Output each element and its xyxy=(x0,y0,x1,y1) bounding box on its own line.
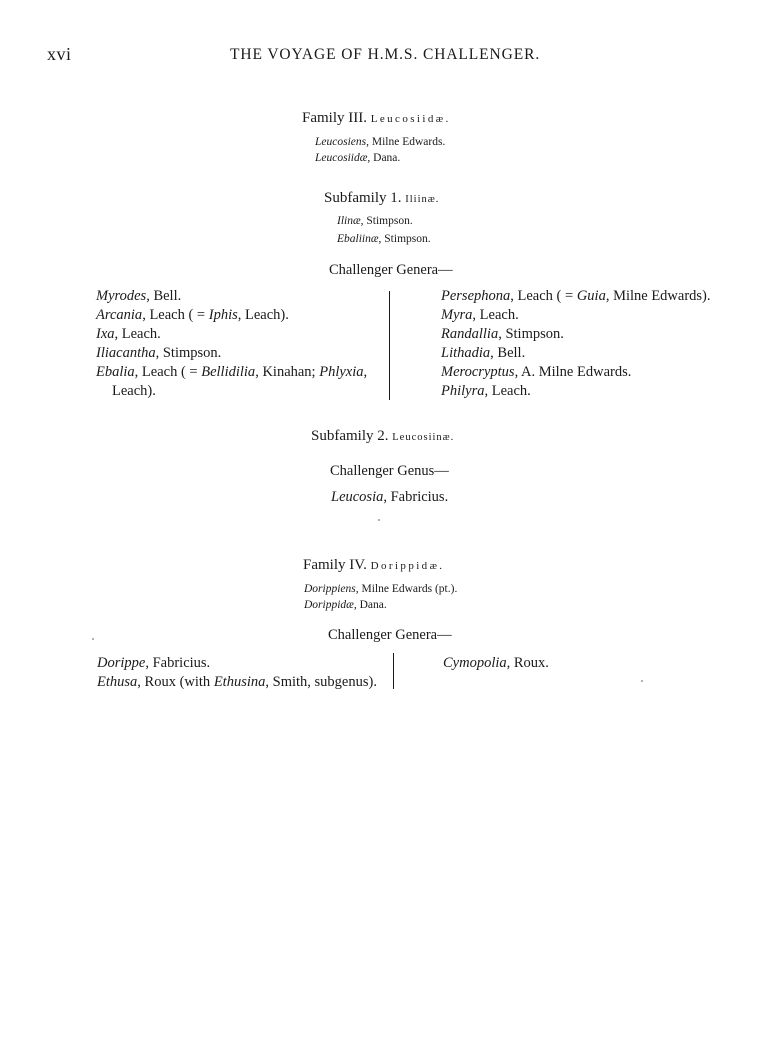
synonym-genus: Dorippiens xyxy=(304,583,356,595)
speck xyxy=(92,638,94,640)
genus-name: Iliacantha xyxy=(96,345,156,361)
genus-author: , Leach. xyxy=(114,326,161,342)
genera-heading: Challenger Genera— xyxy=(329,262,453,278)
family-name: Dorippidæ. xyxy=(370,560,445,572)
synonym-genus: Iphis xyxy=(208,307,238,323)
genus-entry xyxy=(96,363,367,382)
synonym-genus: Leucosiidæ xyxy=(315,152,368,164)
genus-entry xyxy=(97,654,377,673)
genus-entry xyxy=(441,382,711,401)
genus-name: Dorippe xyxy=(97,655,146,671)
subfamily-prefix: Subfamily 1. xyxy=(324,190,406,206)
genus-author: , Bell. xyxy=(490,345,526,361)
subfamily-heading xyxy=(311,428,454,445)
genus-author: , Bell. xyxy=(146,288,182,304)
synonym-genus: Dorippidæ xyxy=(304,599,354,611)
genus-name: Cymopolia xyxy=(443,655,507,671)
column-divider xyxy=(389,291,390,400)
genus-entry xyxy=(97,673,377,692)
genus-entry-continuation: Leach). xyxy=(112,383,156,399)
genus-author: , Leach. xyxy=(472,307,519,323)
family-prefix: Family III. xyxy=(302,110,371,126)
synonym-genus: Guia xyxy=(576,288,606,304)
speck xyxy=(641,680,643,682)
genus-name: Ethusa xyxy=(97,674,138,690)
speck xyxy=(378,519,380,521)
family-prefix: Family IV. xyxy=(303,557,371,573)
subfamily-name: Iliinæ. xyxy=(405,194,440,205)
genus-name: Leucosia xyxy=(331,489,384,505)
genus-author: , Stimpson. xyxy=(155,345,222,361)
page-number: xvi xyxy=(47,44,72,64)
genus-name: Arcania xyxy=(96,307,143,323)
genus-author: , xyxy=(363,364,368,380)
genus-author: , Smith, subgenus). xyxy=(265,674,377,690)
synonym-author: , Stimpson. xyxy=(360,215,413,227)
genus-name: Persephona xyxy=(441,288,511,304)
subfamily-prefix: Subfamily 2. xyxy=(311,428,393,444)
genus-entry xyxy=(441,325,711,344)
synonym-author: , Milne Edwards (pt.). xyxy=(355,583,458,595)
genus-author: , Kinahan; xyxy=(255,364,320,380)
genera-left-column xyxy=(97,654,377,692)
synonym-line xyxy=(337,212,413,230)
genus-author: , Fabricius. xyxy=(145,655,211,671)
genus-name: Lithadia xyxy=(441,345,491,361)
genus-author: , Leach ( = xyxy=(142,307,209,323)
synonym-genus: Ethusina xyxy=(213,674,266,690)
family-heading xyxy=(302,110,451,127)
genus-name: Philyra xyxy=(441,383,485,399)
genus-entry xyxy=(96,344,367,363)
genus-entry xyxy=(331,488,448,507)
synonym-line xyxy=(304,596,387,614)
genus-author: , Leach ( = xyxy=(510,288,577,304)
subfamily-heading xyxy=(324,190,439,207)
synonym-author: , Stimpson. xyxy=(378,233,431,245)
genus-author: , Fabricius. xyxy=(383,489,449,505)
genera-heading: Challenger Genera— xyxy=(328,627,452,643)
synonym-genus: Ebaliinæ xyxy=(337,233,379,245)
genus-author: , Milne Edwards). xyxy=(605,288,711,304)
genus-author: , Stimpson. xyxy=(498,326,564,342)
genus-author: , A. Milne Edwards. xyxy=(514,364,632,380)
genus-author: , Leach ( = xyxy=(134,364,202,380)
synonym-line xyxy=(315,149,400,167)
genus-name: Ixa xyxy=(96,326,115,342)
genus-author: , Leach). xyxy=(237,307,289,323)
column-divider xyxy=(393,653,394,689)
genus-name: Myrodes xyxy=(96,288,147,304)
genus-entry xyxy=(96,306,367,325)
subfamily-name: Leucosiinæ. xyxy=(392,432,455,443)
synonym-author: , Milne Edwards. xyxy=(366,136,446,148)
genus-name: Randallia xyxy=(441,326,499,342)
family-name: Leucosiidæ. xyxy=(370,113,451,125)
genus-name: Myra xyxy=(441,307,473,323)
running-head: THE VOYAGE OF H.M.S. CHALLENGER. xyxy=(230,46,541,63)
genus-entry xyxy=(441,344,711,363)
genus-entry xyxy=(96,325,367,344)
genus-entry xyxy=(441,306,711,325)
genera-right-column xyxy=(443,654,549,673)
synonym-author: , Dana. xyxy=(367,152,401,164)
genus-entry xyxy=(96,287,367,306)
synonym-genus: Leucosiens xyxy=(315,136,367,148)
family-heading xyxy=(303,557,444,574)
synonym-genus: Ilinæ xyxy=(337,215,361,227)
genus-author: , Roux (with xyxy=(137,674,214,690)
genus-name: Ebalia xyxy=(96,364,135,380)
genera-right-column xyxy=(441,287,711,401)
genus-entry xyxy=(441,363,711,382)
genus-author: , Leach. xyxy=(484,383,531,399)
genera-left-column xyxy=(96,287,367,401)
genus-entry xyxy=(441,287,711,306)
synonym-line xyxy=(337,230,431,248)
genus-heading: Challenger Genus— xyxy=(330,463,449,479)
genus-entry xyxy=(443,654,549,673)
genus-author: , Roux. xyxy=(506,655,549,671)
synonym-genus: Phlyxia xyxy=(319,364,364,380)
synonym-author: , Dana. xyxy=(353,599,387,611)
genus-name: Merocryptus xyxy=(441,364,515,380)
synonym-genus: Bellidilia xyxy=(201,364,256,380)
